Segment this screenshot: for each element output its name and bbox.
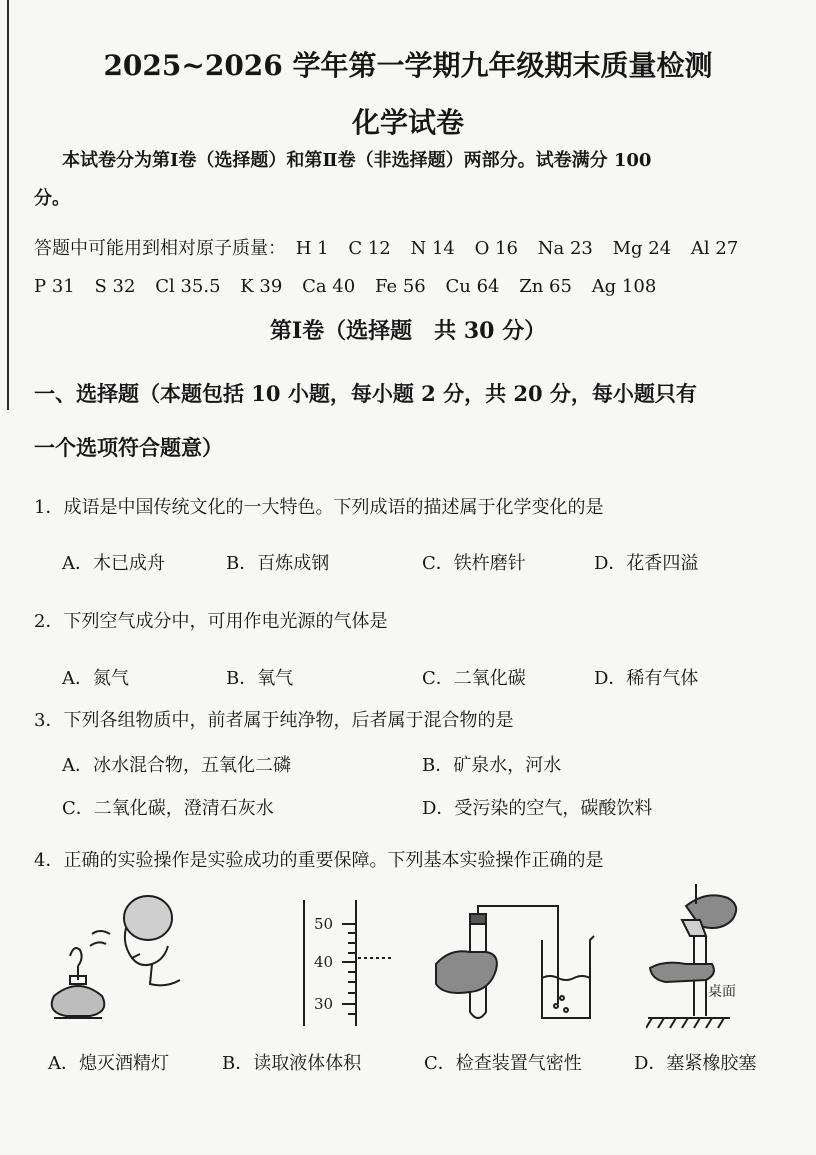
exam-title: 2025~2026 学年第一学期九年级期末质量检测 bbox=[103, 49, 713, 82]
cylinder-tick-label: 40 bbox=[314, 953, 334, 971]
question-2-stem: 2．下列空气成分中，可用作电光源的气体是 bbox=[34, 611, 388, 632]
atomic-mass-item: Mg 24 bbox=[612, 238, 672, 259]
atomic-mass-item: P 31 bbox=[34, 276, 75, 297]
atomic-mass-item: Cl 35.5 bbox=[155, 276, 221, 297]
atomic-mass-row-2 bbox=[34, 276, 670, 297]
question-1-option-d: D．花香四溢 bbox=[594, 553, 699, 574]
question-3-option-b: B．矿泉水，河水 bbox=[422, 755, 562, 776]
question-4-option-d: D．塞紧橡胶塞 bbox=[634, 1053, 757, 1074]
alcohol-lamp-figure bbox=[40, 888, 190, 1028]
question-4-option-c: C．检查装置气密性 bbox=[424, 1053, 582, 1074]
question-1-option-a: A．木已成舟 bbox=[62, 553, 165, 574]
question-1-stem: 1．成语是中国传统文化的一大特色。下列成语的描述属于化学变化的是 bbox=[34, 497, 604, 518]
rubber-stopper-figure bbox=[646, 880, 756, 1030]
atomic-mass-item: Fe 56 bbox=[374, 276, 426, 297]
atomic-mass-item: Zn 65 bbox=[519, 276, 572, 297]
question-2-option-a: A．氮气 bbox=[62, 668, 129, 689]
airtightness-setup-figure bbox=[430, 900, 606, 1030]
question-1-option-b: B．百炼成钢 bbox=[226, 553, 330, 574]
question-4-option-b: B．读取液体体积 bbox=[222, 1053, 362, 1074]
atomic-mass-item: K 39 bbox=[240, 276, 283, 297]
atomic-mass-item: O 16 bbox=[474, 238, 518, 259]
section-heading-line-1: 一、选择题（本题包括 10 小题，每小题 2 分，共 20 分，每小题只有 bbox=[34, 381, 697, 406]
atomic-mass-item: Al 27 bbox=[690, 238, 739, 259]
question-3-option-a: A．冰水混合物，五氧化二磷 bbox=[62, 755, 291, 776]
section-title: 第Ⅰ卷（选择题 共 30 分） bbox=[269, 318, 547, 344]
graduated-cylinder-figure bbox=[296, 896, 396, 1026]
atomic-mass-item: S 32 bbox=[94, 276, 136, 297]
cylinder-tick-label: 50 bbox=[314, 915, 334, 933]
cylinder-tick-label: 30 bbox=[314, 995, 334, 1013]
desk-label: 桌面 bbox=[708, 984, 736, 1000]
question-1-option-c: C．铁杵磨针 bbox=[422, 553, 526, 574]
question-2-option-d: D．稀有气体 bbox=[594, 668, 699, 689]
question-2-option-c: C．二氧化碳 bbox=[422, 668, 526, 689]
question-4-option-a: A．熄灭酒精灯 bbox=[48, 1053, 169, 1074]
atomic-mass-item: Ag 108 bbox=[591, 276, 657, 297]
atomic-mass-item: Na 23 bbox=[537, 238, 593, 259]
atomic-mass-label: 答题中可能用到相对原子质量： bbox=[34, 238, 286, 259]
atomic-mass-item: N 14 bbox=[410, 238, 455, 259]
question-2-option-b: B．氧气 bbox=[226, 668, 294, 689]
question-3-option-c: C．二氧化碳，澄清石灰水 bbox=[62, 798, 274, 819]
question-3-option-d: D．受污染的空气，碳酸饮料 bbox=[422, 798, 653, 819]
atomic-mass-item: Cu 64 bbox=[445, 276, 500, 297]
atomic-mass-item: C 12 bbox=[348, 238, 391, 259]
intro-line-1: 本试卷分为第Ⅰ卷（选择题）和第Ⅱ卷（非选择题）两部分。试卷满分 100 bbox=[62, 150, 652, 171]
question-4-stem: 4．正确的实验操作是实验成功的重要保障。下列基本实验操作正确的是 bbox=[34, 850, 604, 871]
atomic-mass-item: H 1 bbox=[295, 238, 329, 259]
question-3-stem: 3．下列各组物质中，前者属于纯净物，后者属于混合物的是 bbox=[34, 710, 514, 731]
atomic-mass-item: Ca 40 bbox=[302, 276, 356, 297]
intro-line-2: 分。 bbox=[34, 188, 70, 209]
atomic-mass-row-1 bbox=[34, 234, 752, 260]
exam-subtitle: 化学试卷 bbox=[351, 106, 464, 139]
section-heading-line-2: 一个选项符合题意） bbox=[34, 435, 223, 460]
